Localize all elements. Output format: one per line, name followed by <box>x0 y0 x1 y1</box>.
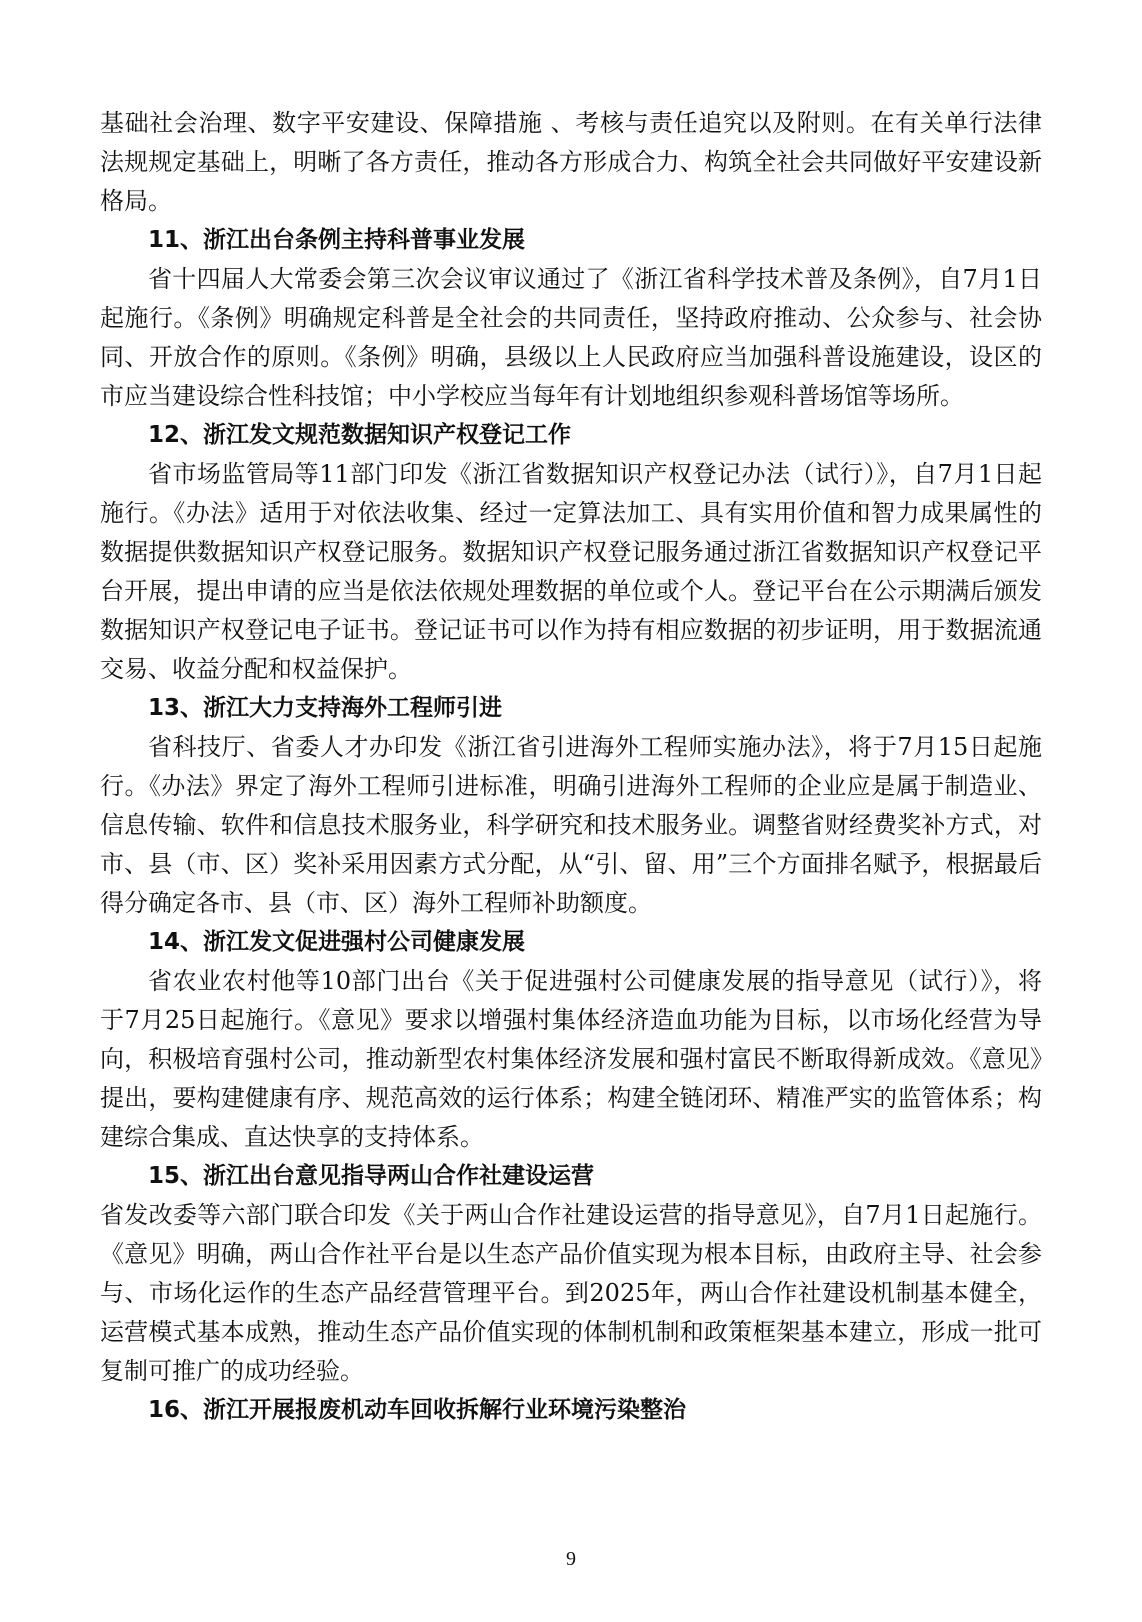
section-heading-14: 14、浙江发文促进强村公司健康发展 <box>148 929 526 955</box>
section-heading-11: 11、浙江出台条例主持科普事业发展 <box>148 227 526 253</box>
section-heading-13: 13、浙江大力支持海外工程师引进 <box>148 695 503 721</box>
section-heading-15: 15、浙江出台意见指导两山合作社建设运营 <box>148 1163 595 1189</box>
section-heading-12: 12、浙江发文规范数据知识产权登记工作 <box>148 422 572 448</box>
section-heading-16: 16、浙江开展报废机动车回收拆解行业环境污染整治 <box>148 1397 687 1423</box>
page-number: 9 <box>566 1548 576 1570</box>
paragraph-intro: 基础社会治理、数字平安建设、保障措施 、考核与责任追究以及附则。在有关单行法律法规规定基础上，明晰了各方责任，推动各方形成合力、构筑全社会共同做好平安建设新格局。 <box>100 109 1042 215</box>
paragraph-section-13: 省科技厅、省委人才办印发《浙江省引进海外工程师实施办法》，将于7月15日起施行。《办法》界定了海外工程师引进标准，明确引进海外工程师的企业应是属于制造业、信息传输、软件和信息技术服务业，科学研究和技术服务业。调整省财经费奖补方式，对市、县（市、区）奖补采用因素方式分配，从“引、留、用”三个方面排名赋予，根据最后得分确定各市、县（市、区）海外工程师补助额度。 <box>100 733 1042 917</box>
paragraph-section-11: 省十四届人大常委会第三次会议审议通过了《浙江省科学技术普及条例》，自7月1日起施行。《条例》明确规定科普是全社会的共同责任，坚持政府推动、公众参与、社会协同、开放合作的原则。《条例》明确，县级以上人民政府应当加强科普设施建设，设区的市应当建设综合性科技馆；中小学校应当每年有计划地组织参观科普场馆等场所。 <box>100 265 1042 410</box>
paragraph-section-12: 省市场监管局等11部门印发《浙江省数据知识产权登记办法（试行）》，自7月1日起施行。《办法》适用于对依法收集、经过一定算法加工、具有实用价值和智力成果属性的数据提供数据知识产权登记服务。数据知识产权登记服务通过浙江省数据知识产权登记平台开展，提出申请的应当是依法依规处理数据的单位或个人。登记平台在公示期满后颁发数据知识产权登记电子证书。登记证书可以作为持有相应数据的初步证明，用于数据流通交易、收益分配和权益保护。 <box>100 460 1042 683</box>
paragraph-section-14: 省农业农村他等10部门出台《关于促进强村公司健康发展的指导意见（试行）》，将于7月25日起施行。《意见》要求以增强村集体经济造血功能为目标，以市场化经营为导向，积极培育强村公司，推动新型农村集体经济发展和强村富民不断取得新成效。《意见》提出，要构建健康有序、规范高效的运行体系；构建全链闭环、精准严实的监管体系；构建综合集成、直达快享的支持体系。 <box>100 967 1042 1151</box>
paragraph-section-15: 省发改委等六部门联合印发《关于两山合作社建设运营的指导意见》，自7月1日起施行。《意见》明确，两山合作社平台是以生态产品价值实现为根本目标，由政府主导、社会参与、市场化运作的生态产品经营管理平台。到2025年，两山合作社建设机制基本健全，运营模式基本成熟，推动生态产品价值实现的体制机制和政策框架基本建立，形成一批可复制可推广的成功经验。 <box>100 1201 1042 1385</box>
document-body <box>100 104 1042 1430</box>
